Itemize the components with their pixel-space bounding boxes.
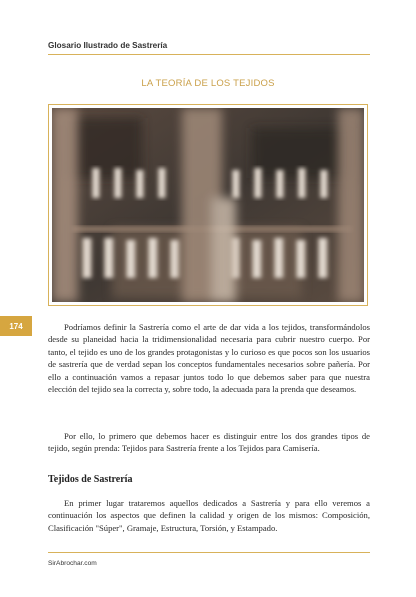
- spool-rack-photo: [48, 104, 368, 306]
- section-title: LA TEORÍA DE LOS TEJIDOS: [141, 78, 275, 89]
- footer-divider: [48, 552, 370, 553]
- subheading-tejidos-sastreria: Tejidos de Sastrería: [48, 474, 133, 485]
- distinction-paragraph: Por ello, lo primero que debemos hacer es distinguir entre los dos grandes tipos de tejido, según prenda: Tejidos para Sastrería frente a los Tejidos para Camisería.: [48, 431, 370, 454]
- header-title: Glosario Ilustrado de Sastrería: [48, 41, 168, 50]
- page-number-badge: 174: [0, 316, 32, 336]
- photo-image: [52, 108, 364, 302]
- header-divider: [48, 54, 370, 55]
- footer-site-link[interactable]: SirAbrochar.com: [48, 560, 97, 567]
- intro-paragraph: Podríamos definir la Sastrería como el arte de dar vida a los tejidos, transformándolos desde su planeidad hacia la tridimensionalidad necesaria para cubrir nuestro cuerpo. Por tanto, el tejido es uno de los grandes protagonistas y lo curioso es que pocos son los usuarios de sastrería que de verdad sepan los conceptos fundamentales necesarios sobre pañería. Por ello a continuación vamos a repasar juntos todo lo que debemos saber para que nuestra elección del tejido sea la correcta y, sobre todo, la adecuada para la prenda que deseamos.: [48, 322, 370, 395]
- sastreria-paragraph: En primer lugar trataremos aquellos dedicados a Sastrería y para ello veremos a continuación los aspectos que definen la calidad y origen de los mismos: Composición, Clasificación "Súper", Gramaje, Estructura, Torsión, y Estampado.: [48, 498, 370, 533]
